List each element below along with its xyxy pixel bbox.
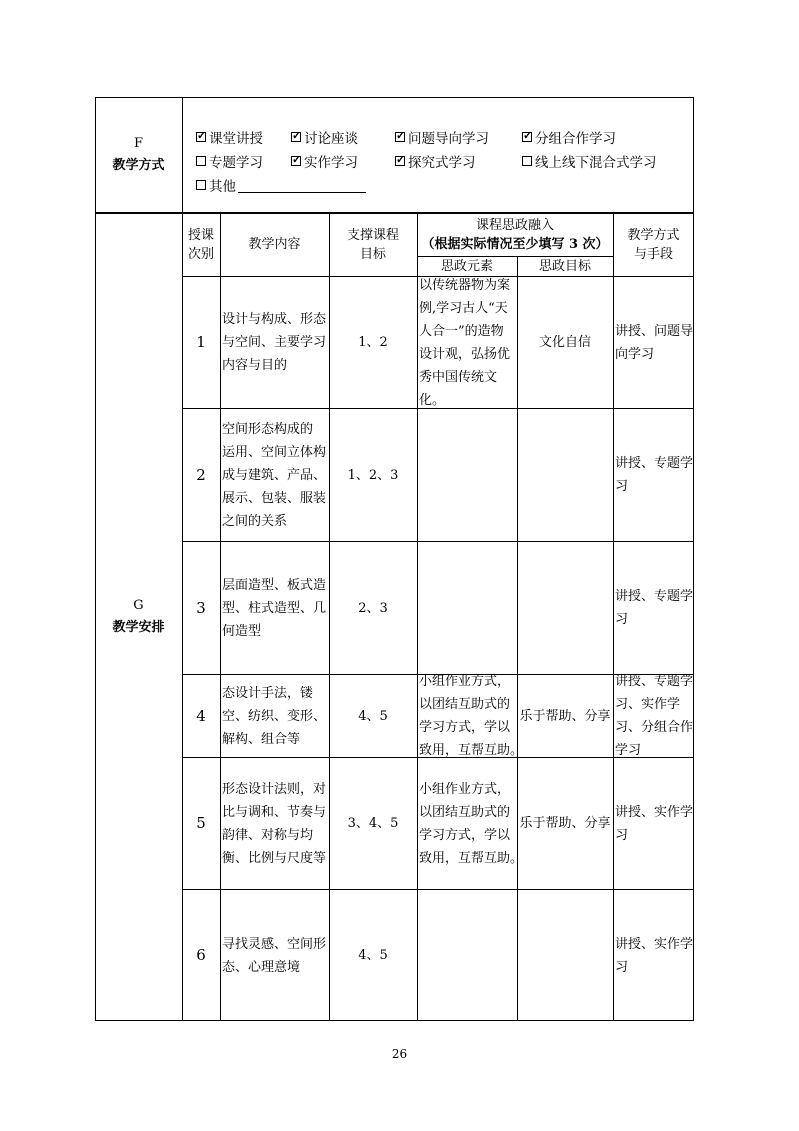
- content-line: 层面造型、板式造: [222, 577, 327, 593]
- ideology-element-cell: [419, 674, 524, 758]
- header-method-line2: 与手段: [633, 246, 673, 262]
- goals-cell: [331, 409, 415, 541]
- method-cell: [615, 890, 692, 1021]
- section-g-label: [95, 213, 182, 1021]
- option-lecture[interactable]: [196, 127, 263, 147]
- option-label: 课堂讲授: [209, 131, 263, 147]
- col-divider-5: [613, 213, 614, 1021]
- element-line: 小组作业方式，: [419, 781, 511, 797]
- goals-text: 2、3: [358, 600, 388, 616]
- content-cell: [222, 890, 327, 1021]
- element-line: 人合一”的造物: [419, 323, 504, 339]
- option-discussion[interactable]: [291, 127, 358, 147]
- page-number: 26: [391, 1047, 408, 1061]
- session-number: 4: [196, 706, 206, 725]
- option-group-cooperation[interactable]: [522, 127, 616, 147]
- header-goals-line1: 支撑课程: [346, 227, 399, 243]
- method-line: 讲授、专题学: [615, 589, 694, 604]
- header-ideology-note: （根据实际情况至少填写 3 次）: [421, 236, 609, 252]
- content-cell: [222, 758, 327, 889]
- content-cell: [222, 542, 327, 674]
- section-f-title: 教学方式: [112, 158, 165, 173]
- checkbox-checked-icon[interactable]: [291, 156, 301, 166]
- content-cell: [222, 277, 327, 408]
- session-number-cell: [184, 409, 218, 541]
- option-label: 讨论座谈: [304, 131, 358, 147]
- element-line: 学习方式，学以: [419, 827, 511, 843]
- method-line: 向学习: [615, 346, 655, 362]
- session-number-cell: [184, 890, 218, 1021]
- goals-cell: [331, 542, 415, 674]
- header-ideology-title: 课程思政融入: [475, 217, 554, 233]
- method-cell: [615, 277, 692, 408]
- ideology-target-cell: [519, 890, 611, 1021]
- ideology-element-cell: [419, 542, 515, 674]
- session-number-cell: [184, 277, 218, 408]
- option-thematic[interactable]: [196, 151, 263, 171]
- element-line: 以团结互助式的: [419, 697, 511, 712]
- method-line: 讲授、专题学: [615, 456, 694, 471]
- option-inquiry[interactable]: [395, 151, 476, 171]
- session-number: 3: [196, 598, 206, 617]
- content-line: 成与建筑、产品、: [222, 467, 327, 483]
- goals-text: 1、2: [358, 335, 388, 350]
- element-line: 例,学习古人“天: [419, 300, 508, 316]
- goals-text: 4、5: [358, 708, 388, 724]
- checkbox-checked-icon[interactable]: [395, 132, 405, 142]
- option-label: 实作学习: [304, 155, 358, 171]
- header-ideology: [417, 213, 613, 256]
- content-line: 寻找灵感、空间形: [222, 936, 327, 952]
- header-element-text: 思政元素: [440, 258, 493, 274]
- checkbox-checked-icon[interactable]: [196, 132, 206, 142]
- content-line: 空、纺织、变形、: [222, 708, 327, 724]
- col-divider-4: [517, 256, 518, 1021]
- goals-cell: [331, 277, 415, 408]
- ideology-target-cell: [519, 542, 611, 674]
- target-text: 乐于帮助、分享: [519, 816, 611, 831]
- content-line: 比与调和、节奏与: [222, 804, 327, 820]
- session-number: 5: [196, 814, 206, 832]
- checkbox-checked-icon[interactable]: [522, 132, 532, 142]
- option-label: 其他: [209, 179, 236, 195]
- option-other[interactable]: [196, 175, 366, 195]
- element-line: 设计观，弘扬优: [419, 346, 511, 362]
- content-line: 韵律、对称与均: [222, 827, 314, 843]
- element-line: 致用，互帮互助。: [419, 743, 524, 758]
- option-label: 专题学习: [209, 155, 263, 171]
- goals-cell: [331, 890, 415, 1021]
- method-line: 习、实作学: [615, 697, 681, 712]
- section-g-title: 教学安排: [112, 620, 165, 635]
- header-target: [517, 256, 613, 276]
- content-line: 与空间、主要学习: [222, 335, 327, 350]
- header-method: [613, 213, 694, 276]
- content-line: 态、心理意境: [222, 959, 301, 975]
- col-divider-1: [220, 213, 221, 1021]
- goals-cell: [331, 758, 415, 889]
- method-line: 习、分组合作: [615, 720, 694, 735]
- header-method-line1: 教学方式: [627, 227, 680, 243]
- option-problem-based[interactable]: [395, 127, 489, 147]
- option-label: 线上线下混合式学习: [535, 155, 657, 171]
- content-line: 型、柱式造型、几: [222, 600, 327, 616]
- method-line: 讲授、专题学: [615, 674, 694, 689]
- session-number-cell: [184, 542, 218, 674]
- method-line: 习: [615, 612, 629, 627]
- content-cell: [222, 675, 327, 757]
- content-line: 形态设计法则，对: [222, 781, 327, 797]
- goals-text: 4、5: [358, 948, 388, 963]
- content-line: 空间形态构成的: [222, 421, 314, 437]
- content-line: 设计与构成、形态: [222, 312, 327, 327]
- header-session-line1: 授课: [187, 227, 214, 243]
- header-goals: [329, 213, 417, 276]
- section-g-letter: G: [133, 598, 144, 613]
- option-label: 问题导向学习: [408, 131, 489, 147]
- ideology-element-cell: [419, 890, 515, 1021]
- ideology-target-cell: [519, 277, 611, 408]
- ideology-target-cell: [519, 675, 611, 757]
- header-target-text: 思政目标: [538, 258, 591, 274]
- content-line: 何造型: [222, 623, 262, 639]
- checkbox-empty-icon[interactable]: [522, 156, 532, 166]
- checkbox-empty-icon[interactable]: [196, 180, 206, 190]
- other-fill-line[interactable]: [238, 178, 366, 193]
- ideology-element-cell: [419, 277, 515, 408]
- col-divider-3: [417, 213, 418, 1021]
- option-label: 分组合作学习: [535, 131, 616, 147]
- method-line: 习: [615, 959, 629, 975]
- checkbox-checked-icon[interactable]: [395, 156, 405, 166]
- header-session-line2: 次别: [187, 246, 214, 262]
- content-line: 之间的关系: [222, 513, 288, 529]
- element-line: 以团结互助式的: [419, 804, 511, 820]
- session-number-cell: [184, 675, 218, 757]
- element-line: 小组作业方式，: [419, 674, 511, 689]
- session-number-cell: [184, 758, 218, 889]
- method-cell: [615, 758, 692, 889]
- method-cell: [615, 675, 692, 757]
- checkbox-empty-icon[interactable]: [196, 156, 206, 166]
- goals-text: 3、4、5: [347, 816, 399, 831]
- element-line: 化。: [419, 392, 446, 408]
- method-cell: [615, 542, 692, 674]
- header-session: [182, 213, 220, 276]
- target-text: 乐于帮助、分享: [519, 708, 611, 724]
- goals-cell: [331, 675, 415, 757]
- option-label: 探究式学习: [408, 155, 476, 171]
- method-cell: [615, 409, 692, 541]
- content-line: 运用、空间立体构: [222, 444, 327, 460]
- content-line: 解构、组合等: [222, 731, 301, 747]
- method-line: 讲授、实作学: [615, 936, 694, 952]
- session-number: 2: [196, 465, 206, 484]
- method-line: 习: [615, 479, 629, 494]
- content-line: 内容与目的: [222, 358, 288, 373]
- content-line: 展示、包装、服装: [222, 490, 327, 506]
- method-line: 习: [615, 827, 629, 843]
- option-blended[interactable]: [522, 151, 657, 171]
- target-text: 文化自信: [538, 335, 591, 350]
- checkbox-checked-icon[interactable]: [291, 132, 301, 142]
- ideology-target-cell: [519, 758, 611, 889]
- content-cell: [222, 409, 327, 541]
- session-number: 1: [196, 333, 206, 351]
- header-content-text: 教学内容: [248, 237, 301, 252]
- header-goals-line2: 目标: [359, 246, 386, 262]
- content-line: 态设计手法，镂: [222, 685, 314, 701]
- element-line: 秀中国传统文: [419, 369, 498, 385]
- element-line: 以传统器物为案: [419, 277, 511, 293]
- content-line: 衡、比例与尺度等: [222, 850, 327, 866]
- method-line: 讲授、实作学: [615, 804, 694, 820]
- col-divider-2: [329, 213, 330, 1021]
- option-practice[interactable]: [291, 151, 358, 171]
- ideology-element-cell: [419, 409, 515, 541]
- method-line: 讲授、问题导: [615, 323, 694, 339]
- goals-text: 1、2、3: [347, 467, 399, 483]
- element-line: 致用，互帮互助。: [419, 850, 524, 866]
- element-line: 学习方式，学以: [419, 720, 511, 735]
- ideology-element-cell: [419, 758, 524, 889]
- method-line: 学习: [615, 743, 642, 758]
- header-content: [220, 213, 329, 276]
- section-f-label: [95, 97, 182, 213]
- ideology-target-cell: [519, 409, 611, 541]
- session-number: 6: [196, 946, 206, 964]
- section-f-letter: F: [133, 136, 144, 151]
